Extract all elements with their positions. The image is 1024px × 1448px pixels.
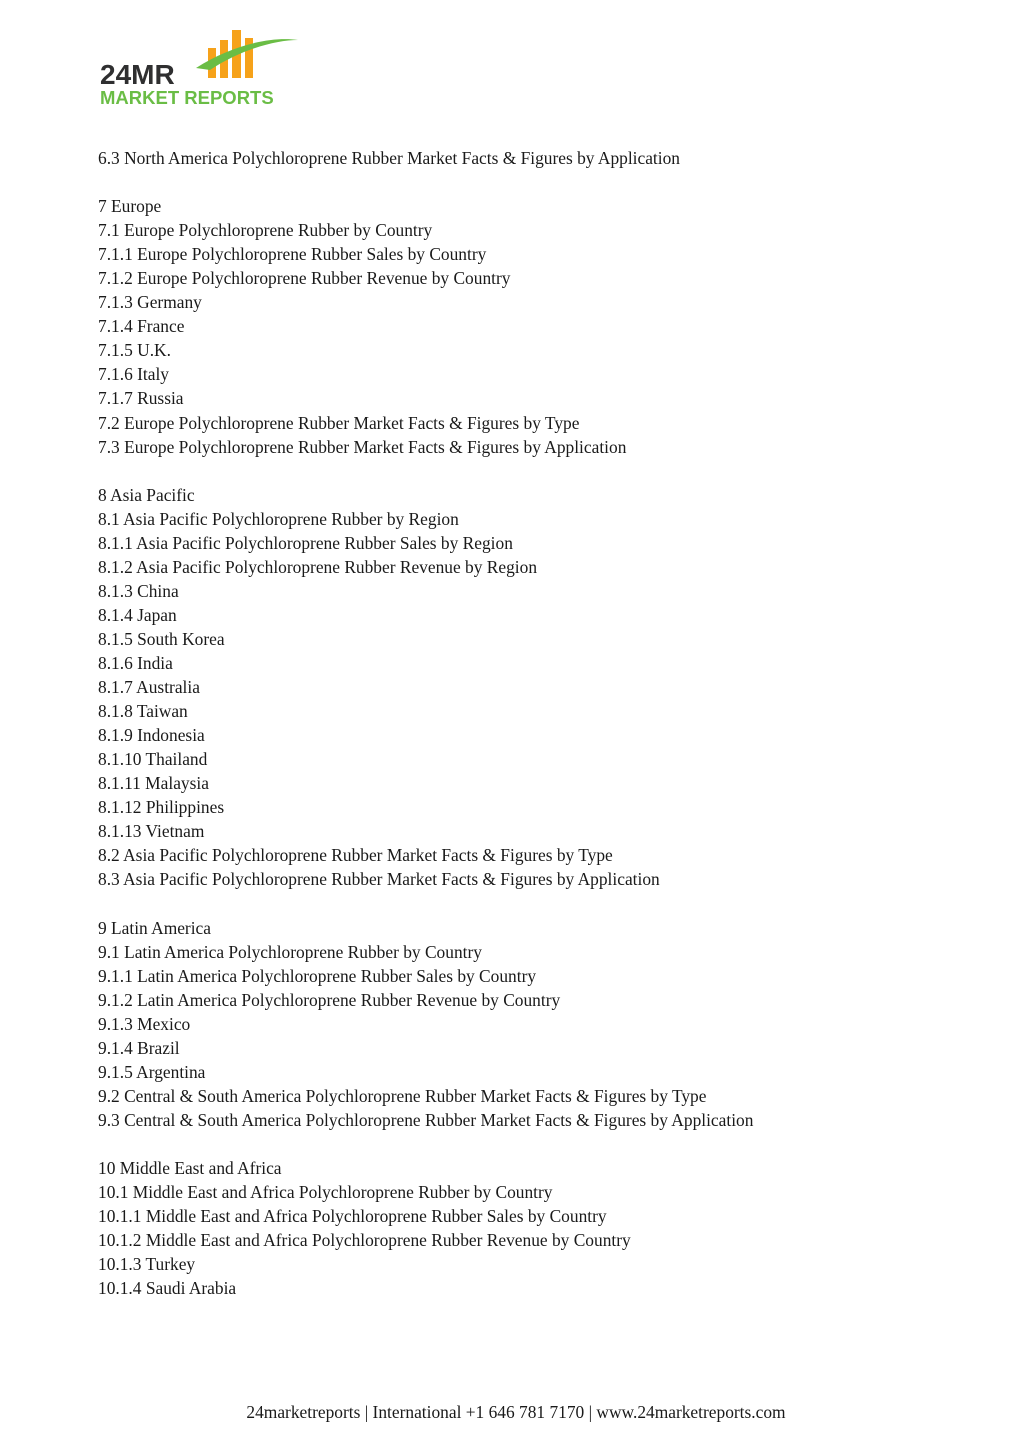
toc-entry: 7.1.5 U.K. [98, 340, 171, 361]
logo-text-secondary: MARKET REPORTS [100, 87, 274, 108]
toc-entry: 7.1.4 France [98, 316, 185, 337]
toc-entry: 8.1.10 Thailand [98, 749, 208, 770]
toc-spacer [98, 459, 978, 483]
toc-entry: 8.1.1 Asia Pacific Polychloroprene Rubber Sales by Region [98, 532, 513, 553]
toc-entry: 7.1.2 Europe Polychloroprene Rubber Revenue by Country [98, 268, 511, 289]
toc-entry: 10.1.1 Middle East and Africa Polychloroprene Rubber Sales by Country [98, 1206, 607, 1227]
toc-spacer [98, 891, 978, 915]
toc-entry: 9.1.3 Mexico [98, 1013, 191, 1034]
toc-entry: 10 Middle East and Africa [98, 1157, 282, 1178]
toc-entry: 8.1.2 Asia Pacific Polychloroprene Rubber Revenue by Region [98, 556, 538, 577]
toc-entry: 9.1 Latin America Polychloroprene Rubber by Country [98, 941, 482, 962]
logo-text-primary: 24MR [100, 59, 175, 90]
toc-entry: 9.3 Central & South America Polychloroprene Rubber Market Facts & Figures by Application [98, 1109, 754, 1130]
toc-entry: 8 Asia Pacific [98, 484, 195, 505]
toc-spacer [98, 170, 978, 194]
logo-graphic [100, 28, 305, 108]
toc-entry: 10.1 Middle East and Africa Polychloroprene Rubber by Country [98, 1182, 553, 1203]
toc-entry: 8.1.5 South Korea [98, 628, 225, 649]
toc-entry: 9.1.5 Argentina [98, 1061, 206, 1082]
toc-entry: 7.1.1 Europe Polychloroprene Rubber Sales by Country [98, 244, 487, 265]
toc-entry: 8.1.13 Vietnam [98, 821, 205, 842]
toc-entry: 7.1.7 Russia [98, 388, 184, 409]
toc-entry: 7.2 Europe Polychloroprene Rubber Market Facts & Figures by Type [98, 412, 580, 433]
toc-entry: 7.1 Europe Polychloroprene Rubber by Country [98, 220, 433, 241]
toc-entry: 10.1.2 Middle East and Africa Polychloroprene Rubber Revenue by Country [98, 1230, 631, 1251]
toc-entry: 8.1.9 Indonesia [98, 725, 205, 746]
page-footer: 24marketreports | International +1 646 781 7170 | www.24marketreports.com [246, 1402, 786, 1422]
toc-entry: 6.3 North America Polychloroprene Rubber Market Facts & Figures by Application [98, 148, 680, 168]
toc-entry: 7.1.3 Germany [98, 292, 202, 313]
toc-entry: 8.1.8 Taiwan [98, 701, 188, 722]
toc-entry: 10.1.4 Saudi Arabia [98, 1278, 237, 1299]
toc-entry: 8.1.12 Philippines [98, 797, 225, 818]
table-of-contents [98, 146, 978, 1300]
toc-entry: 7 Europe [98, 196, 162, 217]
toc-entry: 9.1.1 Latin America Polychloroprene Rubber Sales by Country [98, 965, 537, 986]
toc-entry: 8.2 Asia Pacific Polychloroprene Rubber Market Facts & Figures by Type [98, 845, 613, 866]
toc-entry: 8.1.6 India [98, 652, 173, 673]
toc-entry: 7.1.6 Italy [98, 364, 169, 385]
toc-entry: 9.2 Central & South America Polychloroprene Rubber Market Facts & Figures by Type [98, 1085, 707, 1106]
toc-entry: 8.3 Asia Pacific Polychloroprene Rubber Market Facts & Figures by Application [98, 869, 660, 890]
toc-entry: 9 Latin America [98, 917, 211, 938]
toc-entry: 7.3 Europe Polychloroprene Rubber Market Facts & Figures by Application [98, 436, 627, 457]
toc-entry: 8.1.4 Japan [98, 604, 177, 625]
toc-entry: 8.1 Asia Pacific Polychloroprene Rubber by Region [98, 508, 459, 529]
toc-entry: 8.1.3 China [98, 580, 179, 601]
toc-entry: 8.1.11 Malaysia [98, 773, 209, 794]
company-logo [100, 28, 305, 108]
toc-entry: 9.1.4 Brazil [98, 1037, 180, 1058]
toc-spacer [98, 1132, 978, 1156]
toc-entry: 10.1.3 Turkey [98, 1254, 196, 1275]
toc-entry: 8.1.7 Australia [98, 677, 200, 698]
toc-entry: 9.1.2 Latin America Polychloroprene Rubber Revenue by Country [98, 989, 561, 1010]
